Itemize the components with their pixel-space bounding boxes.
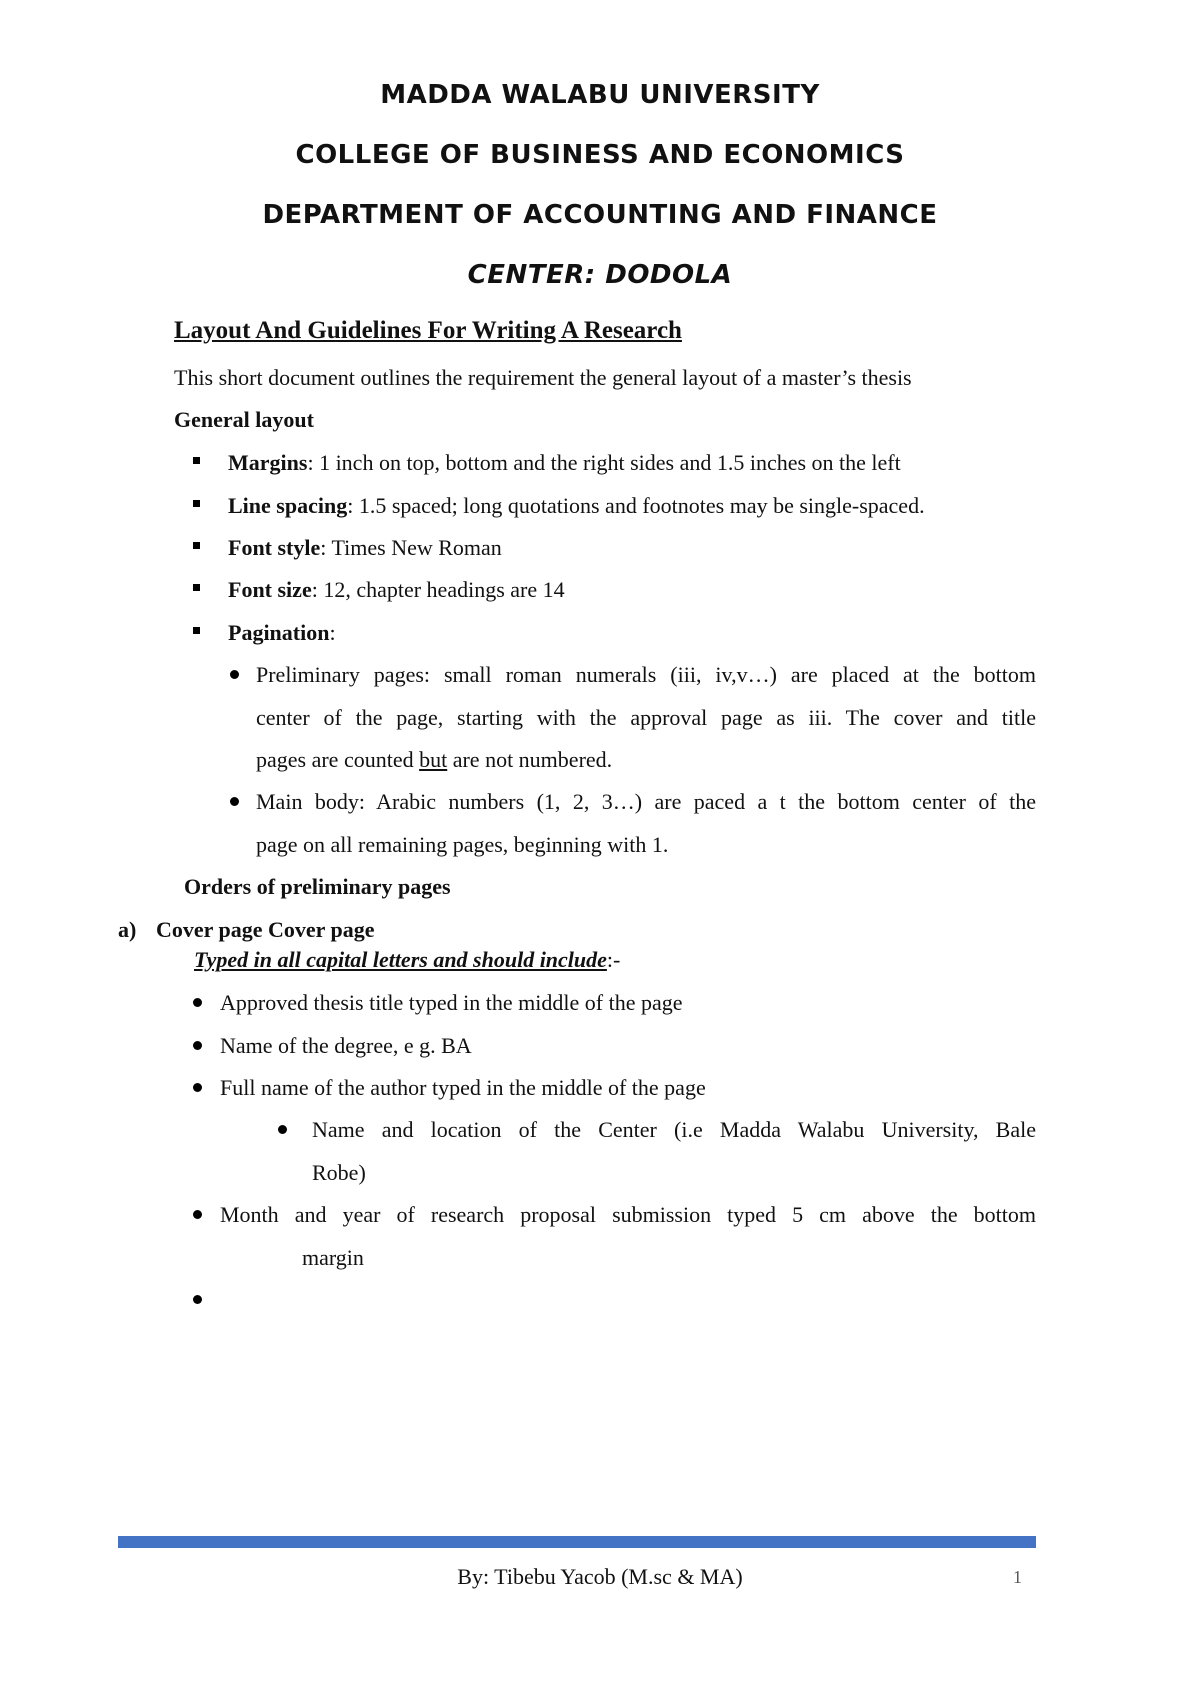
- main-line-1: Main body: Arabic numbers (1, 2, 3…) are paced a t the bottom center of the: [256, 789, 1036, 814]
- center-name: CENTER: DODOLA: [467, 260, 733, 290]
- square-bullet-icon: [193, 457, 200, 464]
- item-text: : 12, chapter headings are 14: [311, 577, 565, 602]
- item-text: : Times New Roman: [320, 535, 502, 560]
- round-bullet-icon: [230, 670, 239, 679]
- cover-bullet-2: Name of the degree, e g. BA: [220, 1033, 472, 1058]
- cover-subheading-text: Typed in all capital letters and should include: [194, 947, 607, 972]
- prelim-line-2: center of the page, starting with the approval page as iii. The cover and title: [256, 705, 1036, 730]
- list-item: [228, 450, 901, 476]
- list-item: [228, 535, 502, 561]
- round-bullet-icon: [193, 1083, 202, 1092]
- square-bullet-icon: [193, 584, 200, 591]
- item-text: : 1.5 spaced; long quotations and footnotes may be single-spaced.: [347, 493, 925, 518]
- prelim-line-3: [256, 747, 612, 773]
- item-label: Font style: [228, 535, 321, 560]
- orders-heading: Orders of preliminary pages: [184, 874, 451, 899]
- cover-bullet-1: Approved thesis title typed in the middle of the page: [220, 990, 683, 1015]
- round-bullet-icon: [193, 1041, 202, 1050]
- item-label: Pagination: [228, 620, 330, 645]
- cover-bullet-5-line-2: margin: [302, 1245, 364, 1270]
- round-bullet-icon: [193, 1210, 202, 1219]
- square-bullet-icon: [193, 627, 200, 634]
- item-label: Line spacing: [228, 493, 348, 518]
- prelim-line-1: Preliminary pages: small roman numerals (iii, iv,v…) are placed at the bottom: [256, 662, 1036, 687]
- main-line-2: page on all remaining pages, beginning with 1.: [256, 832, 669, 857]
- round-bullet-icon: [193, 998, 202, 1007]
- list-item: [228, 577, 565, 603]
- cover-bullet-5-line-1: Month and year of research proposal submission typed 5 cm above the bottom: [220, 1202, 1036, 1227]
- intro-text: This short document outlines the requirement the general layout of a master’s thesis: [174, 365, 912, 390]
- item-text: : 1 inch on top, bottom and the right sides and 1.5 inches on the left: [307, 450, 901, 475]
- page-number: 1: [1013, 1567, 1022, 1587]
- item-text: :: [329, 620, 336, 645]
- list-item: [228, 620, 336, 646]
- round-bullet-icon: [230, 797, 239, 806]
- prelim-line-3-a: pages are counted: [256, 747, 420, 772]
- department-name: DEPARTMENT OF ACCOUNTING AND FINANCE: [262, 200, 938, 230]
- prelim-line-3-c: are not numbered.: [447, 747, 613, 772]
- footer-bar: [118, 1536, 1036, 1548]
- general-layout-heading: General layout: [174, 407, 314, 432]
- round-bullet-icon: [193, 1295, 202, 1304]
- cover-subheading: [194, 947, 620, 973]
- cover-bullet-3: Full name of the author typed in the middle of the page: [220, 1075, 706, 1100]
- item-a-label: Cover page Cover page: [156, 917, 375, 942]
- item-a-marker: a): [118, 917, 137, 942]
- list-item: [228, 493, 925, 519]
- round-bullet-icon: [278, 1125, 287, 1134]
- square-bullet-icon: [193, 500, 200, 507]
- university-name: MADDA WALABU UNIVERSITY: [380, 80, 820, 110]
- item-label: Font size: [228, 577, 312, 602]
- cover-subheading-suffix: :-: [606, 947, 621, 972]
- square-bullet-icon: [193, 542, 200, 549]
- college-name: COLLEGE OF BUSINESS AND ECONOMICS: [295, 140, 905, 170]
- cover-bullet-4-line-2: Robe): [312, 1160, 366, 1185]
- prelim-line-3-b: but: [419, 747, 448, 772]
- footer-author: By: Tibebu Yacob (M.sc & MA): [457, 1564, 743, 1589]
- cover-bullet-4-line-1: Name and location of the Center (i.e Madda Walabu University, Bale: [312, 1117, 1036, 1142]
- document-title: Layout And Guidelines For Writing A Research: [174, 317, 682, 344]
- item-label: Margins: [228, 450, 308, 475]
